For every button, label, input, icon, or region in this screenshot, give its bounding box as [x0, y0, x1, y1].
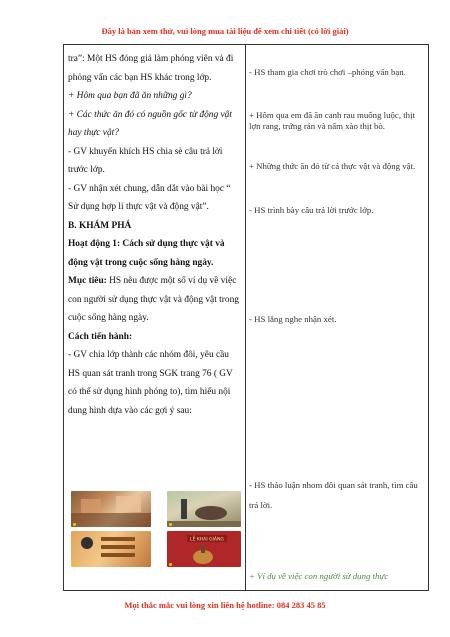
- student-response: - HS thảo luận nhom đôi quan sát tranh, tìm câu trả lời.: [249, 480, 418, 510]
- woodwork-photo: [71, 531, 151, 567]
- student-response: - HS trình bày câu trả lời trước lớp.: [249, 205, 374, 215]
- photo-row-2: [71, 531, 241, 567]
- left-paragraph: - GV nhận xét chung, dẫn dắt vào bài học “ Sử dụng hợp lí thực vật và động vật”.: [68, 183, 231, 212]
- hotline-notice: Mọi thắc mắc vui lòng xin liên hệ hotline: 084 283 45 85: [124, 600, 326, 610]
- section-heading: B. KHÁM PHÁ: [68, 220, 132, 231]
- left-paragraph: - GV khuyến khích HS chia sẻ câu trả lời trước lớp.: [68, 146, 223, 175]
- activity-heading: Hoạt động 1: Cách sử dụng thực vật và động vật trong cuộc sống hàng ngày.: [68, 239, 225, 268]
- farm-photo: [167, 491, 241, 527]
- objective-text: HS nêu được một số ví dụ về việc con người sử dụng thực vật và động vật trong cuộc sống hàng ngày.: [68, 276, 239, 323]
- question-2: + Các thức ăn đó có nguồn gốc từ động vật hay thực vật?: [68, 109, 232, 138]
- ceremony-photo: [167, 531, 241, 567]
- market-photo: [71, 491, 151, 527]
- student-response: + Ví dụ về việc con người sử dụng thực: [249, 571, 389, 581]
- teacher-column: [68, 50, 243, 420]
- photo-marker: [169, 523, 172, 526]
- left-paragraph: - GV chia lớp thành các nhóm đôi, yêu cầu HS quan sát tranh trong SGK trang 76 ( GV có thể sử dụng hình phóng to), tìm hiểu nội dung hình dựa vào các gợi ý sau:: [68, 350, 233, 416]
- photo-marker: [73, 523, 76, 526]
- student-response: + Những thức ăn đó từ cả thực vật và động vật.: [249, 161, 416, 171]
- farm-photo-art: [167, 491, 241, 527]
- student-response: - HS tham gia chơi trò chơi –phóng vấn bạn.: [249, 67, 406, 77]
- ceremony-photo-art: [167, 531, 241, 567]
- photo-marker: [73, 563, 76, 566]
- woodwork-photo-art: [71, 531, 151, 567]
- photo-row-1: [71, 491, 241, 527]
- student-response: - HS lắng nghe nhận xét.: [249, 314, 337, 324]
- ceremony-banner-text: LỄ KHAI GIẢNG: [190, 537, 224, 543]
- student-response: + Hôm qua em đã ăn canh rau muống luộc, thịt lợn rang, trứng rán và nấm xào thịt bò.: [249, 110, 415, 131]
- procedure-heading: Cách tiến hành:: [68, 331, 133, 342]
- objective: [68, 272, 243, 328]
- lesson-table: [63, 44, 429, 591]
- preview-notice: Đây là bản xem thử, vui lòng mua tài liệu để xem chi tiết (có lời giải): [101, 26, 349, 36]
- question-1: + Hôm qua bạn đã ăn những gì?: [68, 91, 192, 101]
- photo-marker: [169, 563, 172, 566]
- objective-label: Mục tiêu:: [68, 276, 107, 286]
- market-photo-art: [71, 491, 151, 527]
- left-paragraph: tra”: Một HS đóng giả làm phóng viên và đi phỏng vấn các bạn HS khác trong lớp.: [68, 54, 234, 83]
- column-divider: [245, 45, 246, 590]
